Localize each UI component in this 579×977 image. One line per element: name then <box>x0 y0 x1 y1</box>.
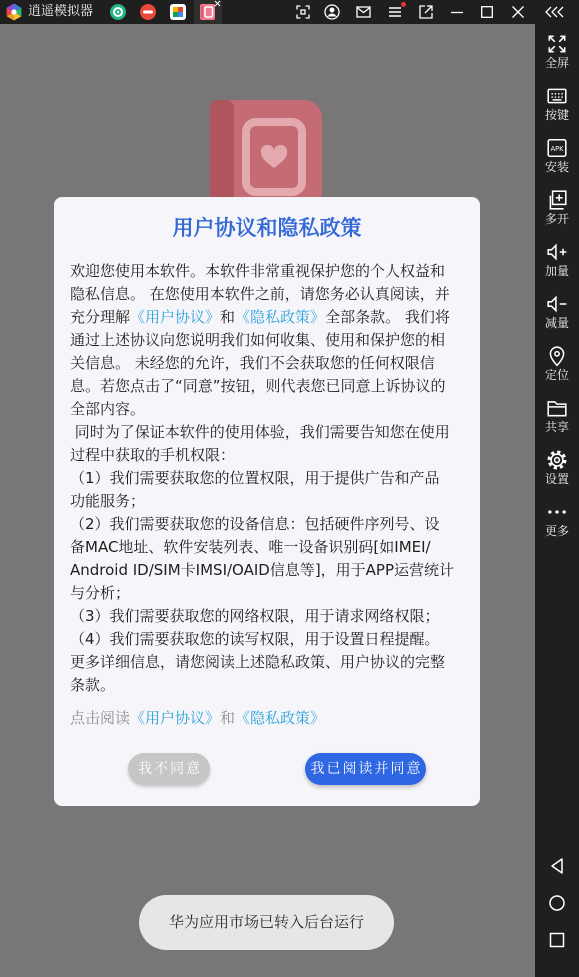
sidebar-item-volume-down[interactable] <box>535 290 579 340</box>
policy-text: 同时为了保证本软件的使用体验，我们需要告知您在使用 <box>70 423 450 441</box>
policy-text: （3）我们需要获取您的网络权限，用于请求网络权限； <box>70 607 440 625</box>
sidebar-item-location[interactable] <box>535 342 579 392</box>
apk-install-icon <box>546 137 568 159</box>
policy-text-line <box>70 490 466 513</box>
more-dots-icon <box>546 501 568 523</box>
policy-text-line <box>70 283 466 306</box>
folder-share-icon <box>546 397 568 419</box>
green-app-icon[interactable] <box>110 4 126 20</box>
policy-text-line <box>70 398 466 421</box>
toast-message: 华为应用市场已转入后台运行 <box>139 895 394 950</box>
policy-text-line <box>70 582 466 605</box>
sidebar-item-volume-up[interactable] <box>535 238 579 288</box>
android-screen <box>0 24 535 977</box>
emulator-title-bar <box>0 0 579 24</box>
sidebar-item-install[interactable] <box>535 134 579 184</box>
policy-text-line <box>70 352 466 375</box>
collapse-sidebar-icon[interactable] <box>545 6 565 18</box>
policy-text: 全部条款。 我们将 <box>325 308 450 326</box>
privacy-policy-link[interactable]: 《隐私政策》 <box>235 308 326 326</box>
red-app-icon[interactable] <box>140 4 156 20</box>
multi-instance-icon <box>546 189 568 211</box>
policy-text: 条款。 <box>70 676 116 694</box>
mail-icon[interactable] <box>356 5 371 19</box>
footer-user-agreement-link[interactable]: 《用户协议》 <box>130 709 221 727</box>
sidebar-item-keymap[interactable] <box>535 82 579 132</box>
emulator-sidebar <box>535 24 579 977</box>
apk-icon-text: APK <box>550 144 564 153</box>
close-icon[interactable] <box>512 6 524 18</box>
policy-text: 与分析； <box>70 584 131 602</box>
volume-down-icon <box>546 293 568 315</box>
sidebar-item-label: 减量 <box>544 316 569 330</box>
policy-text-line <box>70 306 466 329</box>
sidebar-item-more[interactable] <box>535 498 579 548</box>
sidebar-item-label: 加量 <box>544 264 569 278</box>
policy-text: 隐私信息。 在您使用本软件之前，请您务必认真阅读，并 <box>70 285 450 303</box>
sidebar-item-label: 共享 <box>544 420 569 434</box>
policy-text: （1）我们需要获取您的位置权限，用于提供广告和产品 <box>70 469 440 487</box>
policy-text: （2）我们需要获取您的设备信息：包括硬件序列号、设 <box>70 515 440 533</box>
xiaoyao-logo <box>5 3 23 21</box>
policy-text: 过程中获取的手机权限： <box>70 446 236 464</box>
window-sync-icon[interactable] <box>419 5 433 19</box>
policy-text: （4）我们需要获取您的读写权限，用于设置日程提醒。 <box>70 630 440 648</box>
sidebar-item-multi-instance[interactable] <box>535 186 579 236</box>
location-icon <box>546 345 568 367</box>
home-icon[interactable] <box>547 893 567 913</box>
agree-button[interactable]: 我已阅读并同意 <box>305 753 426 785</box>
disagree-button[interactable]: 我不同意 <box>128 753 210 785</box>
minimize-icon[interactable] <box>451 6 463 18</box>
policy-text: 备MAC地址、软件安装列表、唯一设备识别码[如IMEI/ <box>70 538 431 556</box>
gear-icon <box>546 449 568 471</box>
policy-text-line <box>70 605 466 628</box>
policy-text-line <box>70 375 466 398</box>
policy-text-line <box>70 421 466 444</box>
sidebar-item-label: 全屏 <box>544 56 569 70</box>
user-icon[interactable] <box>324 4 340 20</box>
policy-text: 和 <box>220 308 236 326</box>
policy-text-line <box>70 559 466 582</box>
policy-text: 功能服务； <box>70 492 146 510</box>
policy-text: 更多详细信息，请您阅读上述隐私政策、用户协议的完整 <box>70 653 446 671</box>
policy-text: 全部内容。 <box>70 400 146 418</box>
volume-up-icon <box>546 241 568 263</box>
sidebar-item-label: 设置 <box>544 472 569 486</box>
policy-text: 息。若您点击了“同意”按钮，则代表您已同意上诉协议的 <box>70 377 446 395</box>
read-prompt <box>70 707 466 730</box>
dialog-title: 用户协议和隐私政策 <box>172 216 362 240</box>
policy-text-line <box>70 536 466 559</box>
policy-text-line <box>70 651 466 674</box>
privacy-dialog <box>54 197 480 806</box>
tab-close-icon[interactable] <box>214 0 221 7</box>
sidebar-item-settings[interactable] <box>535 446 579 496</box>
user-agreement-link[interactable]: 《用户协议》 <box>130 308 221 326</box>
policy-text-line <box>70 674 466 697</box>
policy-text: 欢迎您使用本软件。本软件非常重视保护您的个人权益和 <box>70 262 446 280</box>
notification-dot <box>401 2 406 7</box>
policy-text: 通过上述协议向您说明我们如何收集、使用和保护您的相 <box>70 331 446 349</box>
sidebar-item-label: 多开 <box>544 212 569 226</box>
sidebar-item-fullscreen[interactable] <box>535 30 579 80</box>
policy-text: Android ID/SIM卡IMSI/OAID信息等]，用于APP运营统计 <box>70 561 455 579</box>
colorful-app-icon[interactable] <box>170 4 186 20</box>
policy-text-line <box>70 467 466 490</box>
emulator-title: 逍遥模拟器 <box>28 4 94 19</box>
app-icon-background <box>210 100 322 212</box>
maximize-icon[interactable] <box>481 6 493 18</box>
read-prompt-and: 和 <box>220 709 236 727</box>
policy-text-line <box>70 260 466 283</box>
menu-icon[interactable] <box>388 5 402 19</box>
back-icon[interactable] <box>547 856 567 876</box>
sidebar-item-share[interactable] <box>535 394 579 444</box>
policy-text-line <box>70 513 466 536</box>
policy-text-line <box>70 444 466 467</box>
keyboard-icon <box>546 85 568 107</box>
recents-icon[interactable] <box>547 930 567 950</box>
footer-privacy-policy-link[interactable]: 《隐私政策》 <box>235 709 326 727</box>
policy-text: 关信息。 未经您的允许，我们不会获取您的任何权限信 <box>70 354 435 372</box>
policy-text: 充分理解 <box>70 308 131 326</box>
read-prompt-text: 点击阅读 <box>70 709 131 727</box>
policy-text-line <box>70 628 466 651</box>
policy-body <box>70 260 466 700</box>
pink-app-icon[interactable] <box>200 4 215 20</box>
sidebar-item-label: 定位 <box>544 368 569 382</box>
policy-text-line <box>70 329 466 352</box>
fullscreen-icon <box>546 33 568 55</box>
sidebar-item-label: 安装 <box>544 160 569 174</box>
sidebar-item-label: 更多 <box>544 524 569 538</box>
screenshot-icon[interactable] <box>296 5 310 19</box>
sidebar-item-label: 按键 <box>544 108 569 122</box>
